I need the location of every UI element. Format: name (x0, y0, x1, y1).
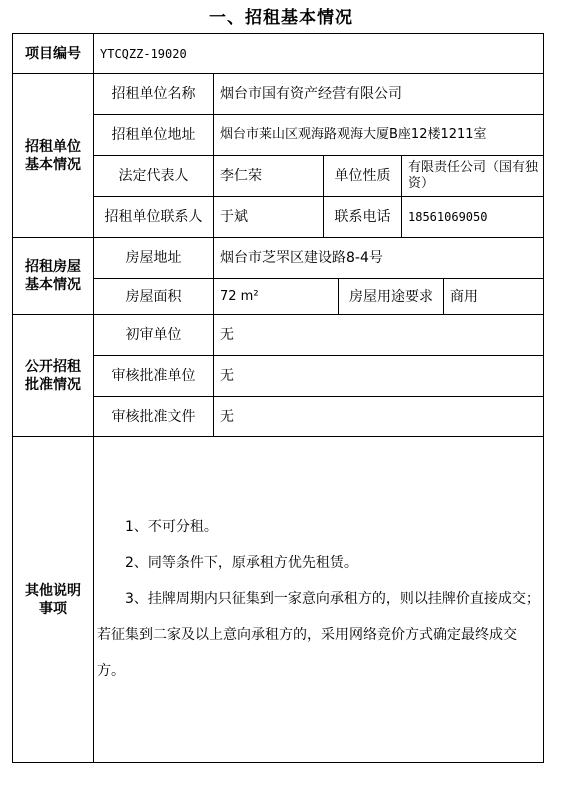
approval-doc-value: 无 (220, 408, 234, 425)
approval-section-label: 公开招租批准情况 (25, 358, 81, 393)
approval-unit-value: 无 (220, 368, 234, 384)
unit-contact-value: 于斌 (220, 209, 248, 225)
note-item: 2、同等条件下，原承租方优先租赁。 (125, 555, 358, 571)
approval-unit-label: 审核批准单位 (111, 368, 196, 384)
other-notes (97, 509, 543, 689)
house-usage-label: 房屋用途要求 (349, 288, 433, 305)
initial-review-value: 无 (220, 327, 234, 343)
unit-contact-label: 招租单位联系人 (104, 209, 203, 225)
phone-value: 18561069050 (408, 210, 488, 224)
note-item: 3、挂牌周期内只征集到一家意向承租方的，则以挂牌价直接成交；若征集到二家及以上意向承租方的，采用网络竞价方式确定最终成交方。 (97, 591, 540, 679)
other-notes-section-label: 其他说明事项 (25, 583, 81, 617)
page-title: 一、招租基本情况 (209, 8, 353, 28)
project-number-label: 项目编号 (25, 45, 81, 62)
house-address-label: 房屋地址 (125, 250, 182, 266)
unit-address-label: 招租单位地址 (111, 127, 196, 143)
house-area-value: 72 m² (220, 288, 259, 304)
legal-rep-value: 李仁荣 (220, 168, 262, 184)
initial-review-label: 初审单位 (125, 327, 182, 343)
project-number-value: YTCQZZ-19020 (100, 46, 187, 61)
unit-name-value: 烟台市国有资产经营有限公司 (220, 86, 402, 102)
unit-nature-label: 单位性质 (334, 168, 391, 184)
unit-info-section-label: 招租单位基本情况 (25, 138, 81, 173)
note-item: 1、不可分租。 (125, 519, 218, 535)
unit-nature-value: 有限责任公司（国有独资） (408, 160, 539, 191)
phone-label: 联系电话 (334, 209, 391, 225)
house-area-label: 房屋面积 (125, 288, 182, 305)
house-usage-value: 商用 (450, 288, 478, 305)
unit-name-label: 招租单位名称 (111, 86, 196, 102)
approval-doc-label: 审核批准文件 (111, 408, 196, 425)
unit-address-value: 烟台市莱山区观海路观海大厦B座12楼1211室 (220, 127, 487, 142)
house-info-section-label: 招租房屋基本情况 (25, 259, 81, 293)
rental-info-table (12, 33, 544, 763)
house-address-value: 烟台市芝罘区建设路8-4号 (220, 250, 383, 266)
legal-rep-label: 法定代表人 (118, 168, 189, 184)
